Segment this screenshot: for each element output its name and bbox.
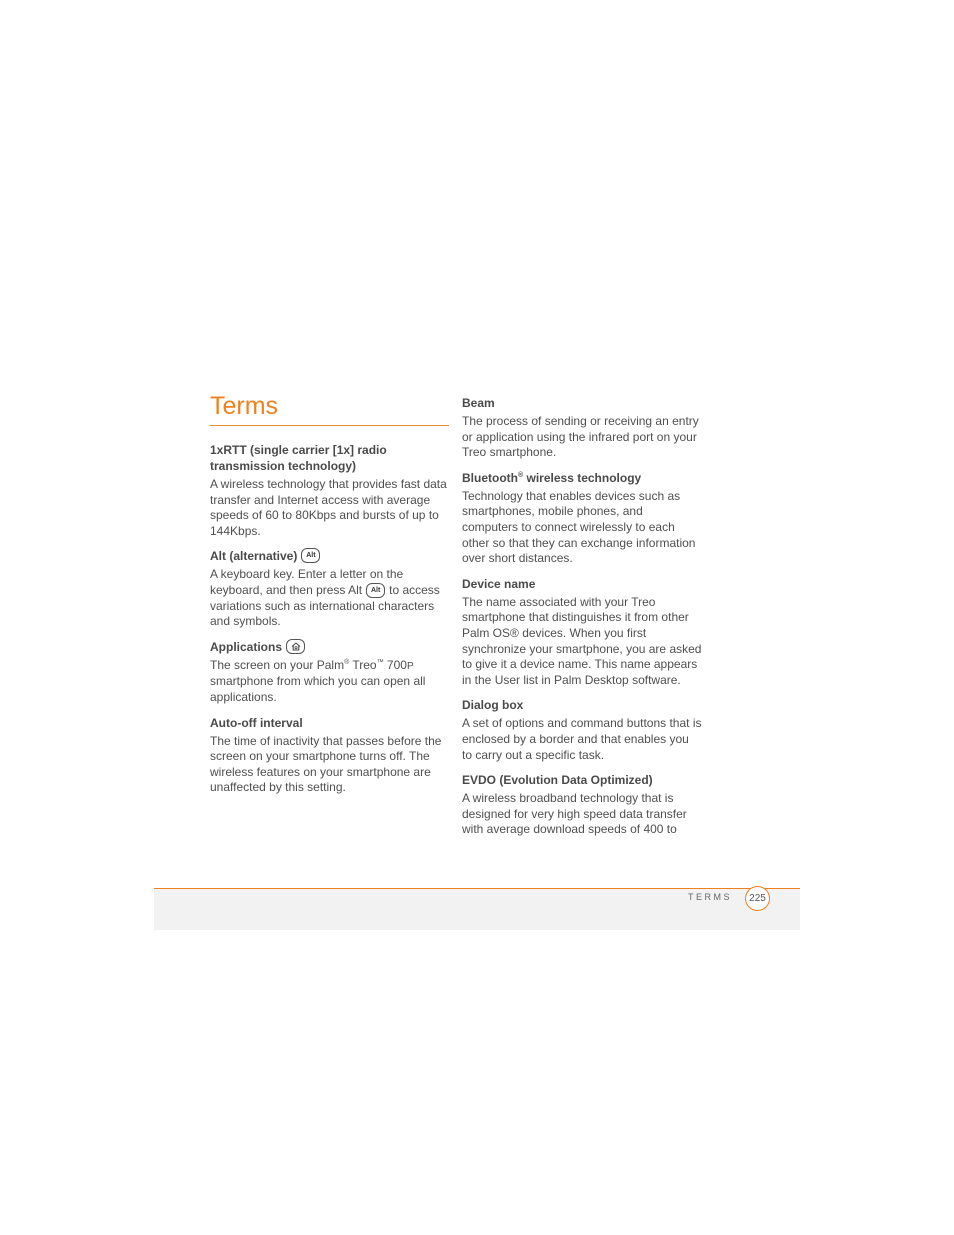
term-name-text: Applications bbox=[210, 639, 283, 654]
term-dialog-box bbox=[462, 697, 702, 763]
term-definition-text: Treo bbox=[349, 657, 377, 672]
alt-key-icon: Alt bbox=[301, 548, 320, 563]
page-footer bbox=[154, 888, 800, 930]
term-name-text: Bluetooth bbox=[462, 470, 518, 485]
page-number-badge: 225 bbox=[745, 886, 770, 911]
left-column bbox=[210, 442, 450, 805]
term-definition: The time of inactivity that passes before the screen on your smartphone turns off. The wireless features on your smartphone are unaffected by this setting. bbox=[210, 733, 442, 795]
term-definition: A set of options and command buttons that is enclosed by a border and that enables you to carry out a specific task. bbox=[462, 716, 702, 762]
term-definition: A wireless broadband technology that is designed for very high speed data transfer with average download speeds of 400 to bbox=[462, 791, 687, 837]
term-definition-text: The screen on your Palm bbox=[210, 657, 345, 672]
term-name-text: wireless technology bbox=[523, 470, 642, 485]
term-1xrtt bbox=[210, 442, 450, 539]
term-alt bbox=[210, 548, 450, 629]
term-definition-text: to access variations such as international characters and symbols. bbox=[210, 582, 440, 629]
term-definition bbox=[210, 658, 450, 706]
term-beam bbox=[462, 395, 702, 461]
term-definition-text: 700 bbox=[383, 657, 407, 672]
term-name: Auto-off interval bbox=[210, 715, 303, 730]
right-column bbox=[462, 395, 702, 847]
term-name: Dialog box bbox=[462, 698, 524, 713]
term-definition: Technology that enables devices such as smartphones, mobile phones, and computers to connect wirelessly to each other so that they can exchange information over short distances. bbox=[462, 488, 696, 566]
registered-mark: ® bbox=[518, 471, 524, 479]
term-name: Beam bbox=[462, 396, 495, 410]
term-name: 1xRTT (single carrier [1x] radio transmission technology) bbox=[210, 443, 387, 473]
term-name: Device name bbox=[462, 576, 536, 591]
footer-section-label: TERMS bbox=[688, 892, 732, 902]
term-device-name bbox=[462, 576, 702, 689]
term-name-text: Alt (alternative) bbox=[210, 549, 298, 564]
page-title: Terms bbox=[210, 392, 279, 420]
term-evdo bbox=[462, 772, 702, 838]
term-bluetooth bbox=[462, 470, 702, 567]
home-icon bbox=[286, 639, 305, 654]
title-divider bbox=[210, 425, 449, 426]
registered-mark: ® bbox=[344, 658, 350, 666]
term-definition-text: A keyboard key. Enter a letter on the keyboard, and then press Alt bbox=[210, 567, 404, 597]
term-definition: The process of sending or receiving an entry or application using the infrared port on your Treo smartphone. bbox=[462, 414, 699, 460]
term-definition bbox=[210, 567, 450, 629]
term-applications bbox=[210, 639, 450, 706]
term-definition: The name associated with your Treo smartphone that distinguishes it from other Palm OS® devices. When you first synchronize your smartphone, you are asked to give it a device name. This name appears in the User list in Palm Desktop software. bbox=[462, 594, 702, 687]
term-name: EVDO (Evolution Data Optimized) bbox=[462, 773, 653, 788]
alt-key-icon: Alt bbox=[366, 583, 385, 598]
term-name bbox=[210, 548, 450, 564]
term-auto-off-interval bbox=[210, 715, 450, 796]
term-name bbox=[210, 639, 450, 655]
term-definition-text: smartphone from which you can open all applications. bbox=[210, 674, 426, 704]
term-definition: A wireless technology that provides fast data transfer and Internet access with average speeds of 60 to 80Kbps and bursts of up to 144Kbps. bbox=[210, 477, 447, 538]
trademark-mark: ™ bbox=[376, 658, 384, 666]
model-suffix: P bbox=[406, 660, 414, 672]
term-name bbox=[462, 470, 702, 486]
